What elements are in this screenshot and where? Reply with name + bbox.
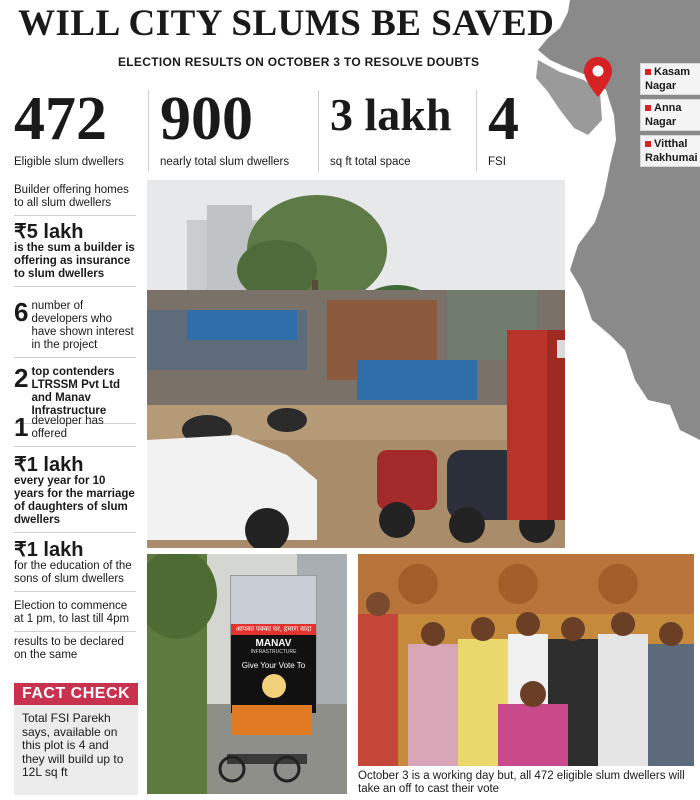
fact-offered: 1 developer has offered	[14, 415, 136, 447]
ad-logo	[262, 674, 286, 698]
fact-marriage: ₹1 lakh every year for 10 years for the marriage of daughters of slum dwellers	[14, 455, 136, 533]
stat-label-total: nearly total slum dwellers	[160, 156, 290, 168]
building-render	[231, 576, 316, 624]
divider	[476, 90, 477, 172]
divider	[148, 90, 149, 172]
cart-ad-board	[230, 575, 317, 707]
residents-gathering-photo	[358, 554, 694, 766]
fact-education: ₹1 lakh for the education of the sons of slum dwellers	[14, 540, 136, 592]
ad-brand-sub: INFRASTRUCTURE	[250, 649, 297, 655]
fact-election-time: Election to commence at 1 pm, to last till 4pm	[14, 600, 136, 632]
ad-brand: MANAV	[255, 638, 292, 649]
map-label-vitthal-rakhumai: Vitthal Rakhumai	[640, 135, 700, 167]
stat-value-eligible: 472	[14, 85, 107, 153]
slum-photo	[147, 180, 565, 548]
ad-tagline: आपका पक्का घर, हमारा वादा	[231, 624, 316, 635]
ad-vote-text: Give Your Vote To	[241, 661, 306, 670]
stat-label-space: sq ft total space	[330, 156, 411, 168]
location-pin-icon	[584, 57, 612, 97]
photo-caption: October 3 is a working day but, all 472 eligible slum dwellers will take an off to cast their vote	[358, 770, 685, 795]
headline: WILL CITY SLUMS BE SAVED	[18, 3, 555, 44]
cart-orange-panel	[232, 705, 312, 735]
stat-label-fsi: FSI	[488, 156, 506, 168]
fact-results: results to be declared on the same	[14, 636, 124, 661]
fact-intro: Builder offering homes to all slum dwellers	[14, 184, 136, 216]
fact-insurance: ₹5 lakh is the sum a builder is offering as insurance to slum dwellers	[14, 222, 136, 287]
fact-check-text: Total FSI Parekh says, available on this plot is 4 and they will build up to 12L sq ft	[22, 711, 124, 779]
stat-value-fsi: 4	[488, 85, 519, 153]
subheadline: ELECTION RESULTS ON OCTOBER 3 TO RESOLVE DOUBTS	[118, 55, 480, 69]
stat-label-eligible: Eligible slum dwellers	[14, 156, 124, 168]
fact-contenders: 2 top contenders LTRSSM Pvt Ltd and Manav Infrastructure	[14, 366, 136, 424]
fact-developers: 6 number of developers who have shown interest in the project	[14, 300, 136, 358]
map-label-anna-nagar: Anna Nagar	[640, 99, 700, 131]
map-label-kasam-nagar: Kasam Nagar	[640, 63, 700, 95]
divider	[318, 90, 319, 172]
stat-value-total: 900	[160, 85, 253, 153]
fact-check-title: FACT CHECK	[14, 683, 138, 705]
stat-value-space: 3 lakh	[330, 89, 452, 140]
